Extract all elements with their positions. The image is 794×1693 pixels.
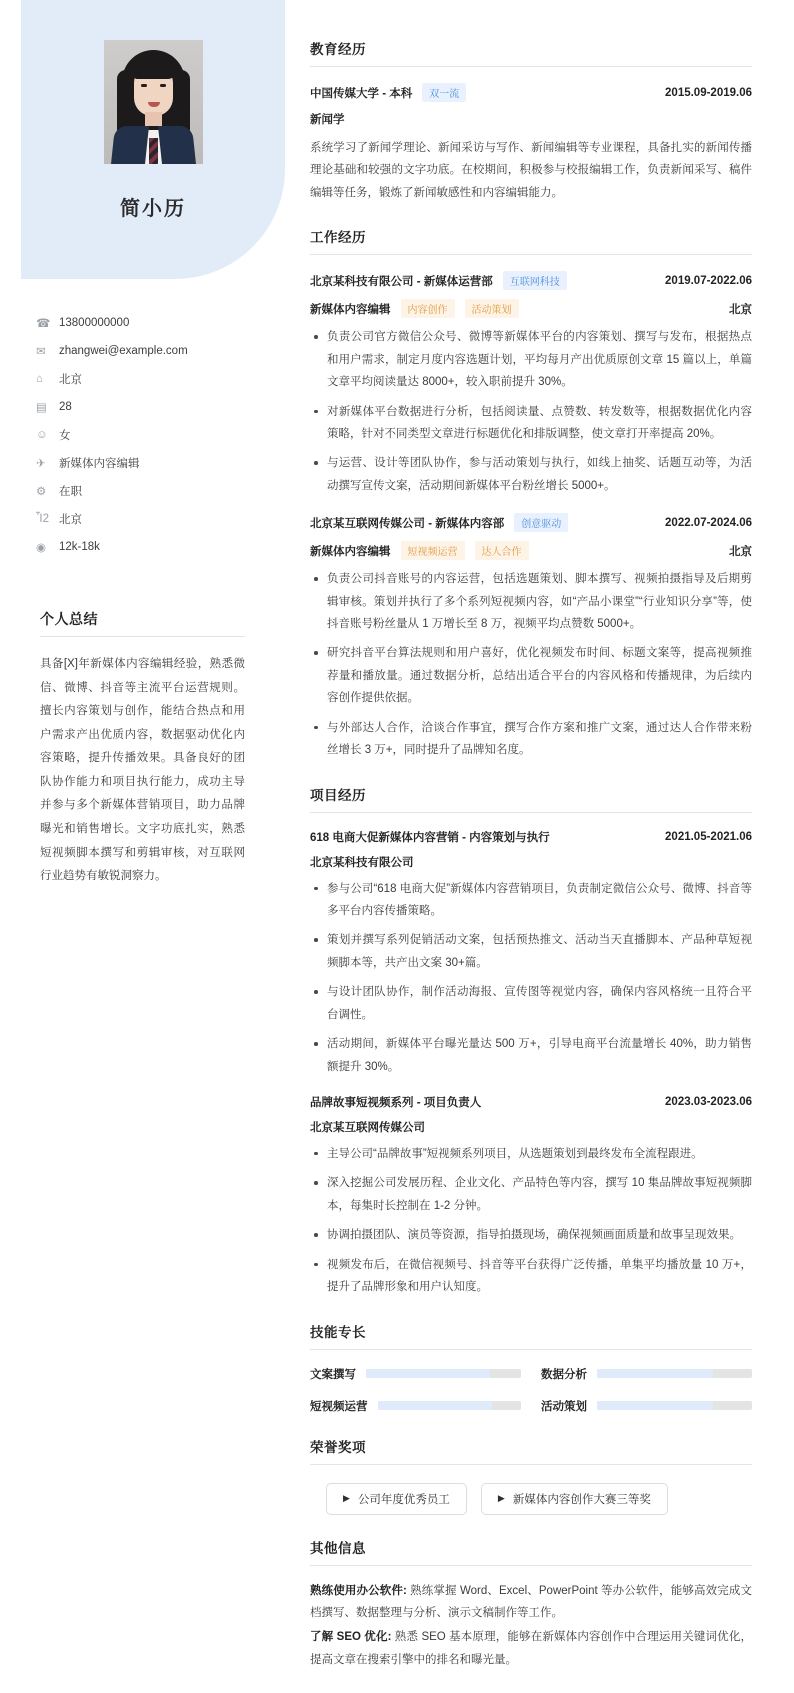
project-bullet-list [310,878,752,1078]
work-industry-tag: 创意驱动 [514,513,568,532]
contact-item [36,393,266,421]
project-bullet: 协调拍摄团队、演员等资源，指导拍摄现场，确保视频画面质量和故事呈现效果。 [310,1224,752,1246]
other-info-item [310,1626,752,1671]
skill-name: 短视频运营 [310,1400,368,1413]
salary-icon: ◉ [36,542,47,554]
work-bullet: 研究抖音平台算法规则和用户喜好，优化视频发布时间、标题文案等，提高视频推荐量和播放量。通过数据分析，总结出适合平台的内容风格和传播规律，为后续内容创作提供依据。 [310,642,752,709]
project-bullet: 视频发布后，在微信视频号、抖音等平台获得广泛传播，单集平均播放量 10 万+，提升了品牌形象和用户认知度。 [310,1254,752,1299]
other-info-label: 了解 SEO 优化: [310,1631,392,1644]
skill-name: 活动策划 [541,1400,587,1413]
project-bullet-list [310,1143,752,1299]
work-company-wrap [310,513,665,532]
skill-item [541,1398,752,1414]
other-info-value: 熟悉 SEO 基本原理，能够在新媒体内容创作中合理运用关键词优化，提高文章在搜索引擎中的排名和曝光量。 [310,1631,752,1666]
section-work [310,226,752,761]
work-header-row [310,271,752,290]
section-title-work: 工作经历 [310,226,752,255]
contact-item [36,309,266,337]
contact-value: zhangwei@example.com [59,345,188,357]
play-triangle-icon: ▶ [343,1493,350,1503]
section-title-awards: 荣誉奖项 [310,1436,752,1465]
contact-item [36,337,266,365]
project-bullet: 活动期间，新媒体平台曝光量达 500 万+，引导电商平台流量增长 40%，助力销售额提升 30%。 [310,1033,752,1078]
project-header-row [310,829,752,845]
education-header-row [310,83,752,102]
section-projects [310,784,752,1299]
section-title-skills: 技能专长 [310,1321,752,1350]
status-icon: ⚙ [36,486,47,498]
project-company: 北京某互联网传媒公司 [310,1121,425,1134]
contact-item [36,365,266,393]
project-company: 北京某科技有限公司 [310,856,414,869]
work-skill-tag: 短视频运营 [401,541,465,560]
profile-hero-panel [21,0,285,279]
skill-name: 数据分析 [541,1368,587,1381]
education-school: 中国传媒大学 - 本科 [310,87,413,100]
work-skill-tag: 活动策划 [465,299,519,318]
work-skill-tag: 达人合作 [475,541,529,560]
work-date: 2019.07-2022.06 [665,274,752,287]
section-title-other: 其他信息 [310,1537,752,1566]
other-info-label: 熟练使用办公软件: [310,1584,407,1597]
project-bullet: 策划并撰写系列促销活动文案，包括预热推文、活动当天直播脚本、产品种草短视频脚本等，共产出文案 30+篇。 [310,929,752,974]
contact-value: 12k-18k [59,541,100,553]
work-entries [310,271,752,761]
skill-bar-fill [366,1369,490,1378]
project-bullet: 与设计团队协作，制作活动海报、宣传图等视觉内容，确保内容风格统一且符合平台调性。 [310,981,752,1026]
skill-bar-fill [597,1401,713,1410]
project-header-row [310,1094,752,1110]
summary-text: 具备[X]年新媒体内容编辑经验，熟悉微信、微博、抖音等主流平台运营规则。擅长内容策划与创作，能结合热点和用户需求产出优质内容，数据驱动优化内容策略，提升传播效果。具备良好的团队协作能力和项目执行能力，成功主导并参与多个新媒体营销项目，助力品牌曝光和销售增长。文字功底扎实，熟悉短视频脚本撰写和剪辑审核，对互联网行业趋势有敏锐洞察力。 [40,658,245,883]
education-description: 系统学习了新闻学理论、新闻采访与写作、新闻编辑等专业课程，具备扎实的新闻传播理论基础和较强的文字功底。在校期间，积极参与校报编辑工作，负责新闻采写、稿件编辑等任务，锻炼了新闻敏感性和内容编辑能力。 [310,142,752,199]
education-major: 新闻学 [310,114,345,126]
contact-value: 新媒体内容编辑 [59,458,140,470]
work-position: 新媒体内容编辑 [310,545,391,558]
contact-item [36,477,266,505]
work-company: 北京某互联网传媒公司 - 新媒体内容部 [310,517,505,530]
work-entry [310,271,752,497]
work-bullet: 与运营、设计等团队协作，参与活动策划与执行，如线上抽奖、话题互动等，为活动撰写宣传文案，活动期间新媒体平台粉丝增长 5000+。 [310,452,752,497]
work-position-wrap [310,541,729,560]
job-target-icon: ✈ [36,458,46,470]
email-icon: ✉ [36,346,46,358]
phone-icon: ☎ [36,318,51,330]
project-date: 2023.03-2023.06 [665,1095,752,1108]
education-date: 2015.09-2019.06 [665,86,752,99]
other-list [310,1580,752,1672]
project-bullet: 主导公司“品牌故事”短视频系列项目，从选题策划到最终发布全流程跟进。 [310,1143,752,1165]
gender-icon: ☺ [36,429,48,441]
work-position-row [310,541,752,560]
project-bullet: 参与公司“618 电商大促”新媒体内容营销项目，负责制定微信公众号、微博、抖音等多平台内容传播策略。 [310,878,752,923]
work-position-wrap [310,299,729,318]
work-location: 北京 [729,545,752,558]
education-entry [310,83,752,204]
play-triangle-icon: ▶ [497,1493,505,1503]
section-education [310,38,752,204]
skill-bar-track [366,1369,521,1378]
award-row [310,1483,752,1515]
contact-item [36,533,266,561]
contact-item [36,505,266,533]
other-info-item [310,1580,752,1625]
work-skill-tag: 内容创作 [401,299,455,318]
education-tag: 双一流 [422,83,466,102]
skill-item [541,1366,752,1382]
work-entry [310,513,752,761]
home-icon: ⌂ [36,373,43,385]
main-content [310,38,752,1693]
project-name-wrap [310,829,665,845]
work-company: 北京某科技有限公司 - 新媒体运营部 [310,275,493,288]
contact-value: 北京 [59,374,82,386]
age-icon: ▤ [36,402,47,414]
work-header-row [310,513,752,532]
section-title-projects: 项目经历 [310,784,752,813]
skill-grid [310,1366,752,1414]
summary-block [40,609,245,889]
skill-item [310,1398,521,1414]
contact-item [36,449,266,477]
work-bullet: 对新媒体平台数据进行分析，包括阅读量、点赞数、转发数等，根据数据优化内容策略，针对不同类型文章进行标题优化和排版调整，使文章打开率提高 20%。 [310,401,752,446]
project-name: 618 电商大促新媒体内容营销 - 内容策划与执行 [310,831,550,844]
work-bullet: 与外部达人合作，洽谈合作事宜，撰写合作方案和推广文案，通过达人合作带来粉丝增长 3 万+，同时提升了品牌知名度。 [310,717,752,762]
project-date: 2021.05-2021.06 [665,830,752,843]
avatar [104,40,203,164]
work-bullet: 负责公司官方微信公众号、微博等新媒体平台的内容策划、撰写与发布，根据热点和用户需求，制定月度内容选题计划，平均每月产出优质原创文章 15 篇以上，单篇文章平均阅读量达 8000+，较入职前提升 30%。 [310,326,752,393]
project-entry [310,1094,752,1299]
award-label: 新媒体内容创作大赛三等奖 [512,1493,651,1506]
skill-item [310,1366,521,1382]
project-name-wrap [310,1094,665,1110]
education-entries [310,83,752,204]
section-title-education: 教育经历 [310,38,752,67]
skill-bar-track [597,1401,752,1410]
work-company-wrap [310,271,665,290]
section-skills [310,1321,752,1414]
contact-value: 在职 [59,486,82,498]
award-pill[interactable] [481,1483,668,1515]
education-school-wrap [310,83,665,102]
work-bullet-list [310,326,752,497]
work-industry-tag: 互联网科技 [503,271,567,290]
contact-list [36,309,266,561]
award-pill[interactable] [326,1483,467,1515]
section-other [310,1537,752,1672]
other-info-value: 熟练掌握 Word、Excel、PowerPoint 等办公软件，能够高效完成文档撰写、数据整理与分析、演示文稿制作等工作。 [310,1584,752,1619]
project-entries [310,829,752,1299]
contact-value: 28 [59,401,72,413]
work-date: 2022.07-2024.06 [665,516,752,529]
work-position-row [310,299,752,318]
skill-bar-fill [378,1401,493,1410]
award-label: 公司年度优秀员工 [357,1493,450,1506]
section-awards [310,1436,752,1515]
work-position: 新媒体内容编辑 [310,303,391,316]
skill-bar-fill [597,1369,713,1378]
contact-value: 北京 [59,514,82,526]
skill-bar-track [597,1369,752,1378]
skill-name: 文案撰写 [310,1368,356,1381]
project-entry [310,829,752,1078]
summary-title: 个人总结 [40,609,245,637]
work-bullet-list [310,568,752,761]
page-title: 简小历 [120,198,186,220]
city-icon: Ἶ2 [36,513,49,525]
project-bullet: 深入挖掘公司发展历程、企业文化、产品特色等内容，撰写 10 集品牌故事短视频脚本，每集时长控制在 1-2 分钟。 [310,1172,752,1217]
work-location: 北京 [729,303,752,316]
work-bullet: 负责公司抖音账号的内容运营，包括选题策划、脚本撰写、视频拍摄指导及后期剪辑审核。策划并执行了多个系列短视频内容，如“产品小课堂”“行业知识分享”等，使抖音账号粉丝量从 1 万增长至 8 万，视频平均点赞数 5000+。 [310,568,752,635]
contact-value: 13800000000 [59,317,130,329]
skill-bar-track [378,1401,522,1410]
sidebar [0,0,290,889]
contact-value: 女 [59,430,71,442]
project-name: 品牌故事短视频系列 - 项目负责人 [310,1096,482,1109]
contact-item [36,421,266,449]
